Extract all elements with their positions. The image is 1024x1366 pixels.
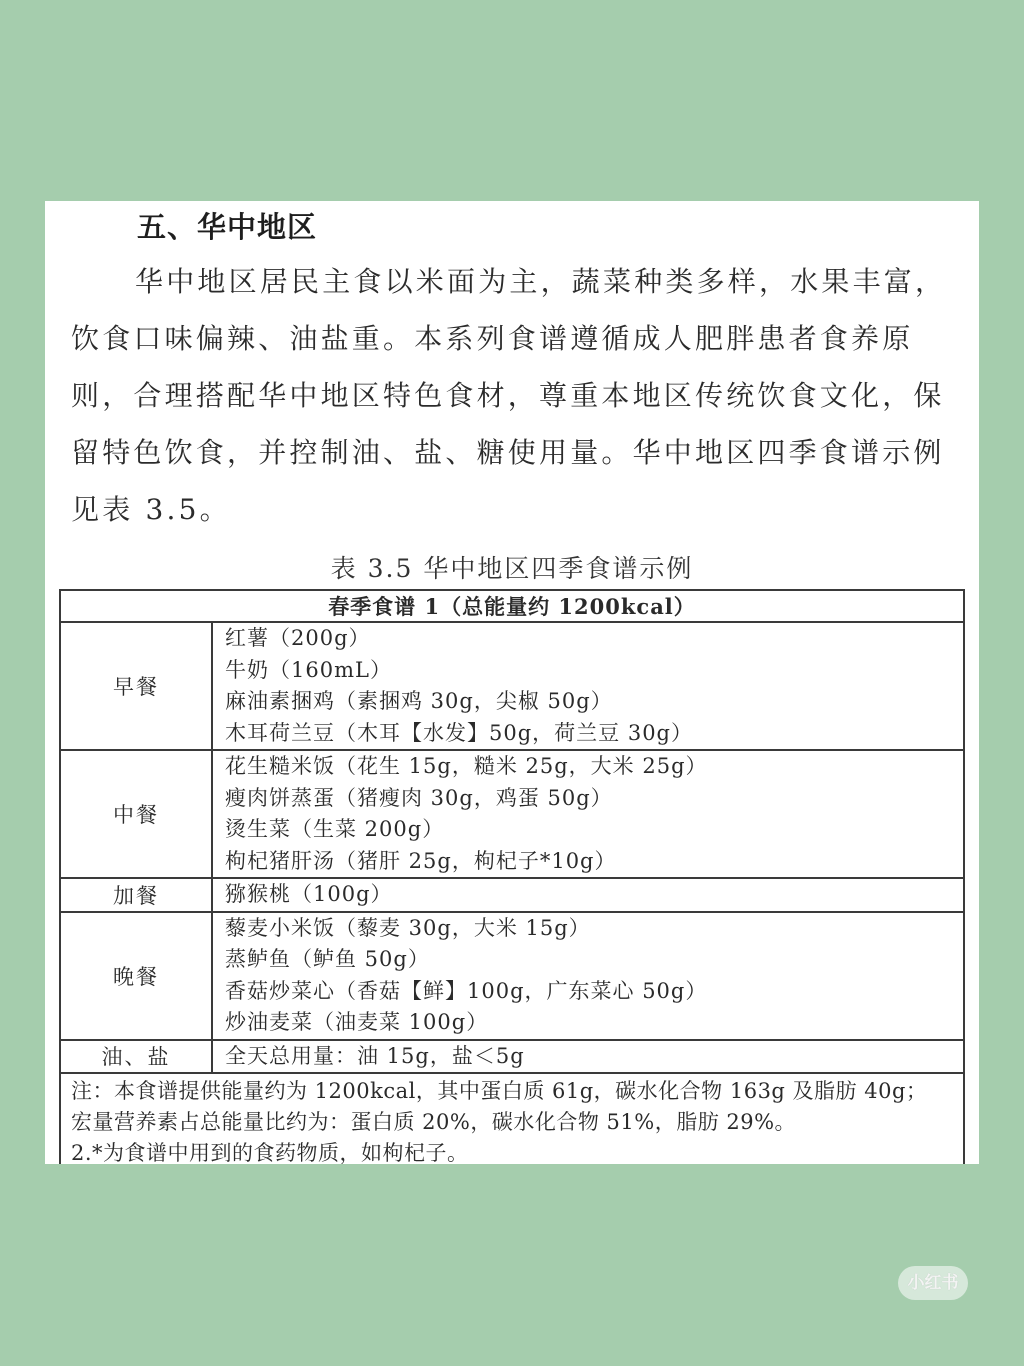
list-item: 瘦肉饼蒸蛋（猪瘦肉 30g，鸡蛋 50g） bbox=[225, 785, 613, 810]
table-header: 春季食谱 1（总能量约 1200kcal） bbox=[60, 590, 964, 622]
list-item: 猕猴桃（100g） bbox=[225, 882, 393, 906]
table-row bbox=[60, 912, 964, 1040]
list-item: 木耳荷兰豆（木耳【水发】50g，荷兰豆 30g） bbox=[225, 720, 694, 745]
intro-paragraph-text: 华中地区居民主食以米面为主，蔬菜种类多样，水果丰富，饮食口味偏辣、油盐重。本系列食谱遵循成人肥胖患者食养原则，合理搭配华中地区特色食材，尊重本地区传统饮食文化，保留特色饮食，并控制油、盐、糖使用量。华中地区四季食谱示例见表 3.5。 bbox=[71, 265, 947, 526]
table-row bbox=[60, 622, 964, 750]
meal-items bbox=[212, 1040, 964, 1074]
table-notes bbox=[60, 1073, 964, 1164]
list-item: 烫生菜（生菜 200g） bbox=[225, 817, 445, 841]
list-item: 牛奶（160mL） bbox=[225, 657, 392, 682]
table-notes-row bbox=[60, 1073, 964, 1164]
menu-table bbox=[59, 589, 965, 1164]
meal-name: 中餐 bbox=[60, 750, 212, 878]
table-row bbox=[60, 1040, 964, 1074]
meal-items bbox=[212, 912, 964, 1040]
section-title: 五、华中地区 bbox=[137, 210, 318, 244]
meal-name: 晚餐 bbox=[60, 912, 212, 1040]
table-caption: 表 3.5 华中地区四季食谱示例 bbox=[330, 554, 694, 583]
list-item: 花生糙米饭（花生 15g，糙米 25g，大米 25g） bbox=[225, 754, 708, 778]
table-row bbox=[60, 750, 964, 878]
list-item: 蒸鲈鱼（鲈鱼 50g） bbox=[225, 947, 430, 971]
list-item: 红薯（200g） bbox=[225, 626, 371, 650]
document-page bbox=[45, 201, 979, 1164]
meal-items bbox=[212, 750, 964, 878]
list-item: 全天总用量：油 15g，盐＜5g bbox=[225, 1043, 525, 1068]
note-line: 宏量营养素占总能量比约为：蛋白质 20%，碳水化合物 51%，脂肪 29%。 bbox=[71, 1110, 797, 1134]
watermark-text: 小红书 bbox=[907, 1273, 959, 1293]
list-item: 香菇炒菜心（香菇【鲜】100g，广东菜心 50g） bbox=[225, 978, 708, 1003]
list-item: 炒油麦菜（油麦菜 100g） bbox=[225, 1010, 489, 1034]
table-header-row bbox=[60, 590, 964, 622]
meal-items bbox=[212, 622, 964, 750]
table-row bbox=[60, 878, 964, 912]
note-line: 注：本食谱提供能量约为 1200kcal，其中蛋白质 61g，碳水化合物 163g 及脂肪 40g； bbox=[71, 1079, 928, 1103]
meal-items bbox=[212, 878, 964, 912]
list-item: 枸杞猪肝汤（猪肝 25g，枸杞子*10g） bbox=[225, 848, 617, 873]
list-item: 藜麦小米饭（藜麦 30g，大米 15g） bbox=[225, 915, 591, 940]
meal-name: 油、盐 bbox=[60, 1040, 212, 1074]
note-line: 2.*为食谱中用到的食药物质，如枸杞子。 bbox=[71, 1141, 469, 1164]
intro-paragraph bbox=[71, 253, 961, 538]
xiaohongshu-logo bbox=[898, 1266, 968, 1300]
list-item: 麻油素捆鸡（素捆鸡 30g，尖椒 50g） bbox=[225, 689, 613, 713]
meal-name: 早餐 bbox=[60, 622, 212, 750]
meal-name: 加餐 bbox=[60, 878, 212, 912]
